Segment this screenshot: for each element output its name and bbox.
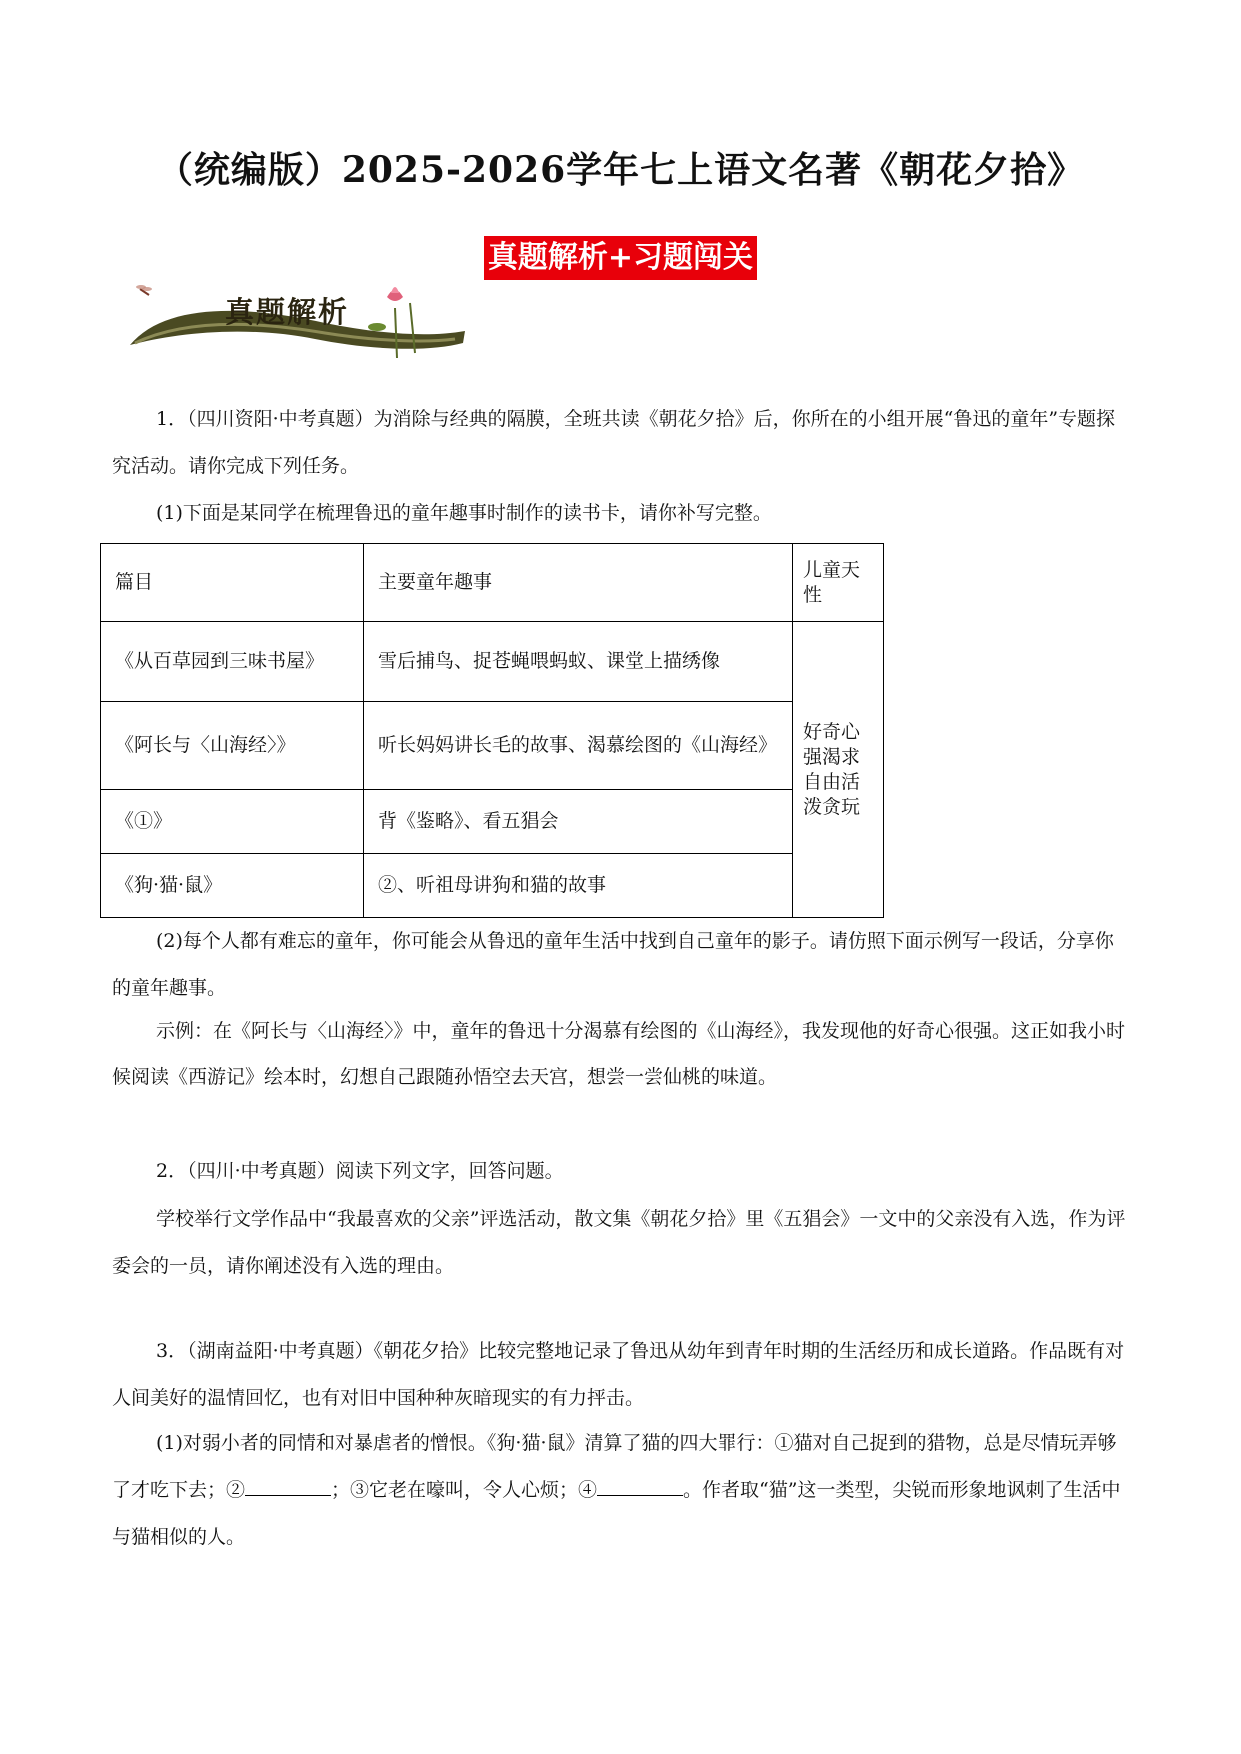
table-cell: 雪后捕鸟、捉苍蝇喂蚂蚁、课堂上描绣像 [364,622,793,702]
table-cell: 听长妈妈讲长毛的故事、渴慕绘图的《山海经》 [364,702,793,790]
question-1-intro: 1．（四川资阳·中考真题）为消除与经典的隔膜，全班共读《朝花夕拾》后，你所在的小组开展“鲁迅的童年”专题探究活动。请你完成下列任务。 [112,408,1116,477]
table-cell: 《狗·猫·鼠》 [101,854,364,918]
table-cell: ②、听祖母讲狗和猫的故事 [364,854,793,918]
answer-blank[interactable] [597,1477,683,1496]
question-2-intro: 2．（四川·中考真题）阅读下列文字，回答问题。 [156,1160,564,1182]
table-cell: 《从百草园到三味书屋》 [101,622,364,702]
table-header-cell: 篇目 [101,544,364,622]
table-cell: 背《鉴略》、看五猖会 [364,790,793,854]
table-header-cell: 主要童年趣事 [364,544,793,622]
reading-card-table [100,543,884,918]
question-3-intro: 3．（湖南益阳·中考真题）《朝花夕拾》比较完整地记录了鲁迅从幼年到青年时期的生活经历和成长道路。作品既有对人间美好的温情回忆，也有对旧中国种种灰暗现实的有力抨击。 [112,1340,1125,1409]
subtitle-banner [0,236,1241,280]
table-cell: 《阿长与〈山海经〉》 [101,702,364,790]
subtitle-text: 真题解析+习题闯关 [484,236,757,280]
table-header-row [101,544,884,622]
section-banner-label: 真题解析 [225,295,350,329]
question-3-text-b: ；③它老在嚎叫，令人心烦；④ [331,1479,598,1501]
question-3-text-a: (1)对弱小者的同情和对暴虐者的憎恨。《狗·猫·鼠》清算了猫的四大罪行：①猫对自己捉到的猎物，总是尽情玩弄够了才吃下去；② [112,1432,1117,1501]
table-header-cell: 儿童天性 [793,544,884,622]
question-1-example: 示例：在《阿长与〈山海经〉》中，童年的鲁迅十分渴慕有绘图的《山海经》，我发现他的好奇心很强。这正如我小时候阅读《西游记》绘本时，幻想自己跟随孙悟空去天宫，想尝一尝仙桃的味道。 [112,1020,1126,1088]
question-3-text-c: 。作者取“猫”这一类型，尖锐而形象地讽刺了生活中与猫相似的人。 [112,1479,1121,1548]
table-row [101,854,884,918]
question-2-body: 学校举行文学作品中“我最喜欢的父亲”评选活动，散文集《朝花夕拾》里《五猖会》一文中的父亲没有入选，作为评委会的一员，请你阐述没有入选的理由。 [112,1208,1126,1277]
question-3-part-1 [112,1420,1132,1561]
table-row [101,702,884,790]
question-1-part-2: (2)每个人都有难忘的童年，你可能会从鲁迅的童年生活中找到自己童年的影子。请仿照下面示例写一段话，分享你的童年趣事。 [112,930,1114,999]
table-row [101,622,884,702]
answer-blank[interactable] [245,1477,331,1496]
dragonfly-icon [136,285,152,295]
table-cell: 《①》 [101,790,364,854]
question-1-part-1: (1)下面是某同学在梳理鲁迅的童年趣事时制作的读书卡，请你补写完整。 [156,502,772,524]
table-cell-nature: 好奇心强渴求自由活泼贪玩 [793,622,884,918]
document-title: （统编版）2025-2026学年七上语文名著《朝花夕拾》 [156,149,1085,191]
table-row [101,790,884,854]
